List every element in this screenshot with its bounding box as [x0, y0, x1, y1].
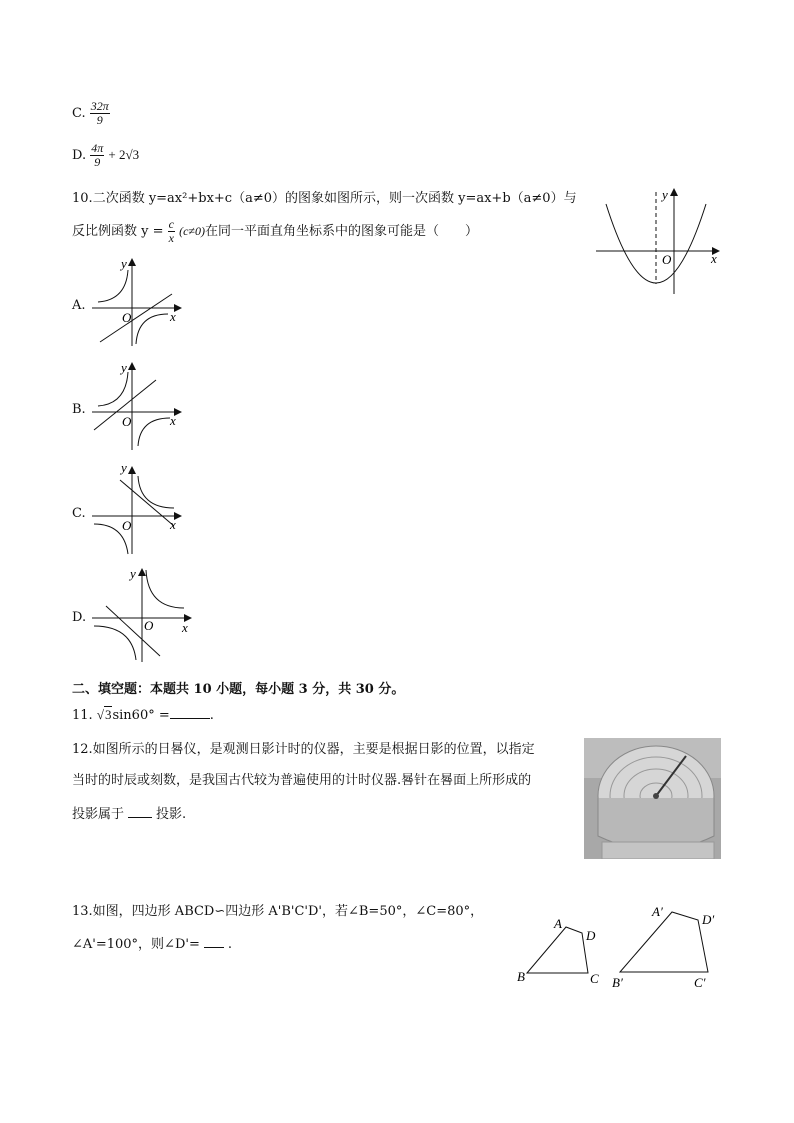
y-axis-arrow [138, 568, 146, 576]
choice-b-graph [90, 358, 190, 452]
y-label: y [662, 187, 668, 202]
q13-quadrilaterals-figure [512, 900, 732, 992]
option-d [72, 142, 139, 169]
y-axis-arrow [128, 466, 136, 474]
quad-abcd [527, 927, 588, 973]
choice-d-graph [90, 564, 200, 664]
origin-label: O [144, 618, 154, 633]
choice-c-label: C. [72, 506, 86, 521]
q11: 11. √3sin60° = . [72, 707, 214, 723]
y-label: y [121, 360, 127, 375]
quad-abcd-prime [620, 912, 708, 972]
choice-a-label: A. [72, 298, 86, 313]
option-d-label: D. [72, 148, 87, 163]
q13-line2: ∠A'=100°，则∠D'= . [72, 937, 232, 952]
hyperbola-branch-2 [94, 626, 136, 660]
q12-answer-blank [128, 817, 152, 818]
y-axis-arrow [128, 258, 136, 266]
label-d-prime: D′ [702, 912, 715, 927]
origin-label: O [122, 518, 132, 533]
option-d-fraction: $\frac{4\pi}{9}$ [91, 141, 104, 169]
hyperbola-branch-2 [138, 418, 170, 446]
section-title: 二、填空题：本题共 10 小题，每小题 3 分，共 30 分。 [72, 682, 405, 697]
y-axis-arrow [670, 188, 678, 196]
label-b: B [517, 969, 525, 984]
q10-inverse-fraction: $\frac{c}{x}$ [168, 217, 174, 245]
option-c [72, 100, 110, 127]
x-label: x [711, 251, 717, 266]
hyperbola-branch-1 [98, 270, 128, 302]
y-axis-arrow [128, 362, 136, 370]
label-c: C [590, 971, 599, 986]
option-d-tail: + 2√3 [108, 147, 140, 162]
x-label: x [170, 309, 176, 324]
option-c-fraction: $\frac{32\pi}{9}$ [90, 99, 109, 127]
origin-label: O [122, 414, 132, 429]
y-label: y [121, 462, 127, 475]
sundial-photo [584, 738, 721, 859]
q13-line1: 13.如图，四边形 ABCD∽四边形 A'B'C'D'，若∠B=50°，∠C=80°， [72, 904, 484, 919]
choice-c-graph [90, 462, 190, 556]
label-c-prime: C′ [694, 975, 706, 990]
q13-answer-blank [204, 947, 224, 948]
q10-parabola-figure [592, 184, 724, 300]
q12-line2: 当时的时辰或刻数，是我国古代较为普遍使用的计时仪器.晷针在晷面上所形成的 [72, 773, 532, 788]
hyperbola-branch-1 [146, 570, 184, 608]
label-a-prime: A′ [652, 904, 663, 919]
origin-label: O [662, 252, 672, 267]
choice-a-graph [90, 254, 190, 348]
hyperbola-branch-1 [98, 372, 128, 406]
label-b-prime: B′ [612, 975, 623, 990]
label-a: A [554, 916, 562, 931]
q11-sqrt: √3 [96, 707, 112, 722]
choice-d-label: D. [72, 610, 87, 625]
label-d: D [586, 928, 596, 943]
q10-line1: 10.二次函数 y=ax²+bx+c（a≠0）的图象如图所示，则一次函数 y=ax+b（a≠0）与 [72, 191, 577, 206]
hyperbola-branch-2 [136, 314, 168, 344]
x-label: x [182, 620, 188, 635]
q10-line2: 反比例函数 y = $\frac{c}{x}$ (c≠0)在同一平面直角坐标系中的图象可能是（ ） [72, 217, 479, 245]
x-label: x [170, 517, 176, 532]
sundial-center [653, 793, 659, 799]
sundial-base [602, 842, 714, 859]
x-label: x [170, 413, 176, 428]
y-label: y [121, 256, 127, 271]
q12-line3: 投影属于 投影. [72, 807, 187, 822]
hyperbola-branch-1 [138, 476, 174, 508]
q12-line1: 12.如图所示的日晷仪，是观测日影计时的仪器，主要是根据日影的位置，以指定 [72, 742, 535, 757]
choice-b-label: B. [72, 402, 86, 417]
origin-label: O [122, 310, 132, 325]
option-c-label: C. [72, 106, 86, 121]
line-graph [100, 294, 172, 342]
q11-answer-blank [170, 718, 210, 719]
y-label: y [130, 566, 136, 581]
